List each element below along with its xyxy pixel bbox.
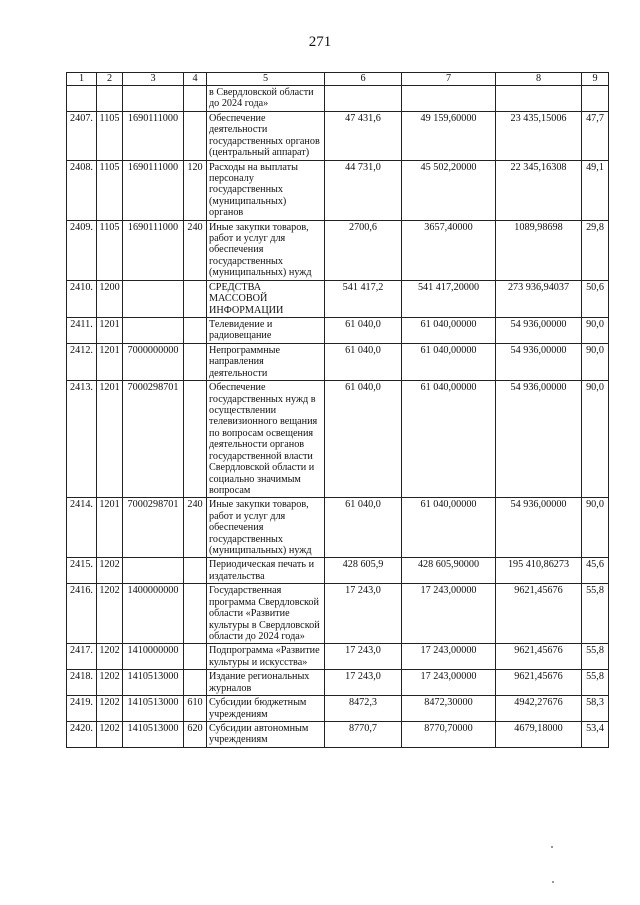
expense-type-code <box>184 381 207 498</box>
executed-amount: 195 410,86273 <box>496 558 582 584</box>
expense-type-code <box>184 343 207 380</box>
execution-percent: 53,4 <box>582 721 609 747</box>
executed-amount: 1089,98698 <box>496 220 582 280</box>
target-article-code: 1410000000 <box>123 644 184 670</box>
row-number: 2416. <box>67 584 97 644</box>
item-name: Периодическая печать и издательства <box>207 558 325 584</box>
row-number: 2409. <box>67 220 97 280</box>
section-code: 1105 <box>97 160 123 220</box>
expense-type-code <box>184 584 207 644</box>
table-row <box>67 111 609 160</box>
revised-amount: 8770,70000 <box>402 721 496 747</box>
col-header-9: 9 <box>582 73 609 86</box>
revised-amount: 61 040,00000 <box>402 318 496 344</box>
row-number: 2408. <box>67 160 97 220</box>
execution-percent: 55,8 <box>582 670 609 696</box>
expense-type-code: 620 <box>184 721 207 747</box>
item-name: Телевидение и радиовещание <box>207 318 325 344</box>
revised-amount: 428 605,90000 <box>402 558 496 584</box>
row-number: 2407. <box>67 111 97 160</box>
row-number: 2419. <box>67 696 97 722</box>
section-code: 1202 <box>97 558 123 584</box>
cell <box>496 86 582 112</box>
executed-amount: 54 936,00000 <box>496 343 582 380</box>
scan-speck <box>551 846 553 848</box>
section-code: 1105 <box>97 220 123 280</box>
continuation-row <box>67 86 609 112</box>
col-header-2: 2 <box>97 73 123 86</box>
executed-amount: 4942,27676 <box>496 696 582 722</box>
target-article-code: 1410513000 <box>123 721 184 747</box>
continuation-text: в Свердловской области до 2024 года» <box>207 86 325 112</box>
revised-amount: 17 243,00000 <box>402 584 496 644</box>
item-name: Иные закупки товаров, работ и услуг для обеспечения государственных (муниципальных) нужд <box>207 498 325 558</box>
executed-amount: 9621,45676 <box>496 670 582 696</box>
col-header-3: 3 <box>123 73 184 86</box>
section-code: 1201 <box>97 318 123 344</box>
revised-amount: 17 243,00000 <box>402 670 496 696</box>
expense-type-code: 240 <box>184 220 207 280</box>
approved-amount: 17 243,0 <box>325 584 402 644</box>
cell <box>582 86 609 112</box>
expense-type-code: 240 <box>184 498 207 558</box>
table-row <box>67 498 609 558</box>
execution-percent: 49,1 <box>582 160 609 220</box>
executed-amount: 4679,18000 <box>496 721 582 747</box>
row-number: 2420. <box>67 721 97 747</box>
executed-amount: 54 936,00000 <box>496 318 582 344</box>
item-name: Субсидии бюджетным учреждениям <box>207 696 325 722</box>
item-name: Государственная программа Свердловской области «Развитие культуры в Свердловской области до 2024 года» <box>207 584 325 644</box>
executed-amount: 273 936,94037 <box>496 280 582 317</box>
col-header-4: 4 <box>184 73 207 86</box>
execution-percent: 90,0 <box>582 498 609 558</box>
section-code: 1201 <box>97 381 123 498</box>
table-row <box>67 318 609 344</box>
target-article-code <box>123 558 184 584</box>
cell <box>97 86 123 112</box>
executed-amount: 54 936,00000 <box>496 381 582 498</box>
target-article-code <box>123 318 184 344</box>
budget-table <box>66 72 609 748</box>
item-name: Субсидии автономным учреждениям <box>207 721 325 747</box>
expense-type-code: 610 <box>184 696 207 722</box>
approved-amount: 17 243,0 <box>325 644 402 670</box>
target-article-code: 1410513000 <box>123 670 184 696</box>
revised-amount: 61 040,00000 <box>402 498 496 558</box>
row-number: 2413. <box>67 381 97 498</box>
target-article-code: 1690111000 <box>123 220 184 280</box>
expense-type-code <box>184 558 207 584</box>
approved-amount: 8770,7 <box>325 721 402 747</box>
table-row <box>67 220 609 280</box>
cell <box>184 86 207 112</box>
table-row <box>67 558 609 584</box>
scan-speck <box>552 881 554 883</box>
approved-amount: 44 731,0 <box>325 160 402 220</box>
target-article-code: 1410513000 <box>123 696 184 722</box>
revised-amount: 8472,30000 <box>402 696 496 722</box>
col-header-5: 5 <box>207 73 325 86</box>
table-row <box>67 644 609 670</box>
target-article-code: 1690111000 <box>123 111 184 160</box>
target-article-code: 1400000000 <box>123 584 184 644</box>
expense-type-code <box>184 670 207 696</box>
expense-type-code <box>184 318 207 344</box>
row-number: 2410. <box>67 280 97 317</box>
item-name: СРЕДСТВА МАССОВОЙ ИНФОРМАЦИИ <box>207 280 325 317</box>
cell <box>123 86 184 112</box>
revised-amount: 45 502,20000 <box>402 160 496 220</box>
executed-amount: 22 345,16308 <box>496 160 582 220</box>
execution-percent: 58,3 <box>582 696 609 722</box>
execution-percent: 90,0 <box>582 318 609 344</box>
expense-type-code <box>184 280 207 317</box>
target-article-code: 7000298701 <box>123 381 184 498</box>
item-name: Издание региональных журналов <box>207 670 325 696</box>
executed-amount: 54 936,00000 <box>496 498 582 558</box>
section-code: 1202 <box>97 721 123 747</box>
section-code: 1201 <box>97 498 123 558</box>
cell <box>325 86 402 112</box>
revised-amount: 61 040,00000 <box>402 381 496 498</box>
table-row <box>67 280 609 317</box>
section-code: 1105 <box>97 111 123 160</box>
approved-amount: 61 040,0 <box>325 318 402 344</box>
approved-amount: 61 040,0 <box>325 381 402 498</box>
table-row <box>67 160 609 220</box>
executed-amount: 9621,45676 <box>496 584 582 644</box>
approved-amount: 2700,6 <box>325 220 402 280</box>
execution-percent: 29,8 <box>582 220 609 280</box>
row-number: 2415. <box>67 558 97 584</box>
execution-percent: 90,0 <box>582 381 609 498</box>
expense-type-code <box>184 644 207 670</box>
execution-percent: 55,8 <box>582 644 609 670</box>
revised-amount: 541 417,20000 <box>402 280 496 317</box>
item-name: Обеспечение деятельности государственных органов (центральный аппарат) <box>207 111 325 160</box>
approved-amount: 8472,3 <box>325 696 402 722</box>
execution-percent: 50,6 <box>582 280 609 317</box>
target-article-code: 7000298701 <box>123 498 184 558</box>
col-header-6: 6 <box>325 73 402 86</box>
execution-percent: 90,0 <box>582 343 609 380</box>
page-number: 271 <box>308 34 332 50</box>
header-row <box>67 73 609 86</box>
item-name: Обеспечение государственных нужд в осуществлении телевизионного вещания по вопросам освещения деятельности органов государственной власти Свердловской области и социально значимым вопросам <box>207 381 325 498</box>
revised-amount: 3657,40000 <box>402 220 496 280</box>
cell <box>67 86 97 112</box>
target-article-code: 1690111000 <box>123 160 184 220</box>
row-number: 2411. <box>67 318 97 344</box>
table-row <box>67 343 609 380</box>
approved-amount: 61 040,0 <box>325 498 402 558</box>
cell <box>402 86 496 112</box>
revised-amount: 49 159,60000 <box>402 111 496 160</box>
revised-amount: 17 243,00000 <box>402 644 496 670</box>
table-row <box>67 381 609 498</box>
revised-amount: 61 040,00000 <box>402 343 496 380</box>
row-number: 2418. <box>67 670 97 696</box>
execution-percent: 47,7 <box>582 111 609 160</box>
col-header-8: 8 <box>496 73 582 86</box>
item-name: Иные закупки товаров, работ и услуг для обеспечения государственных (муниципальных) нужд <box>207 220 325 280</box>
col-header-1: 1 <box>67 73 97 86</box>
col-header-7: 7 <box>402 73 496 86</box>
section-code: 1200 <box>97 280 123 317</box>
row-number: 2417. <box>67 644 97 670</box>
execution-percent: 55,8 <box>582 584 609 644</box>
table-row <box>67 670 609 696</box>
row-number: 2414. <box>67 498 97 558</box>
approved-amount: 428 605,9 <box>325 558 402 584</box>
target-article-code <box>123 280 184 317</box>
execution-percent: 45,6 <box>582 558 609 584</box>
executed-amount: 23 435,15006 <box>496 111 582 160</box>
approved-amount: 541 417,2 <box>325 280 402 317</box>
table-row <box>67 696 609 722</box>
item-name: Непрограммные направления деятельности <box>207 343 325 380</box>
section-code: 1202 <box>97 696 123 722</box>
row-number: 2412. <box>67 343 97 380</box>
approved-amount: 61 040,0 <box>325 343 402 380</box>
approved-amount: 17 243,0 <box>325 670 402 696</box>
executed-amount: 9621,45676 <box>496 644 582 670</box>
target-article-code: 7000000000 <box>123 343 184 380</box>
section-code: 1201 <box>97 343 123 380</box>
item-name: Подпрограмма «Развитие культуры и искусства» <box>207 644 325 670</box>
approved-amount: 47 431,6 <box>325 111 402 160</box>
table-row <box>67 721 609 747</box>
table-row <box>67 584 609 644</box>
section-code: 1202 <box>97 644 123 670</box>
section-code: 1202 <box>97 584 123 644</box>
section-code: 1202 <box>97 670 123 696</box>
expense-type-code: 120 <box>184 160 207 220</box>
expense-type-code <box>184 111 207 160</box>
item-name: Расходы на выплаты персоналу государственных (муниципальных) органов <box>207 160 325 220</box>
